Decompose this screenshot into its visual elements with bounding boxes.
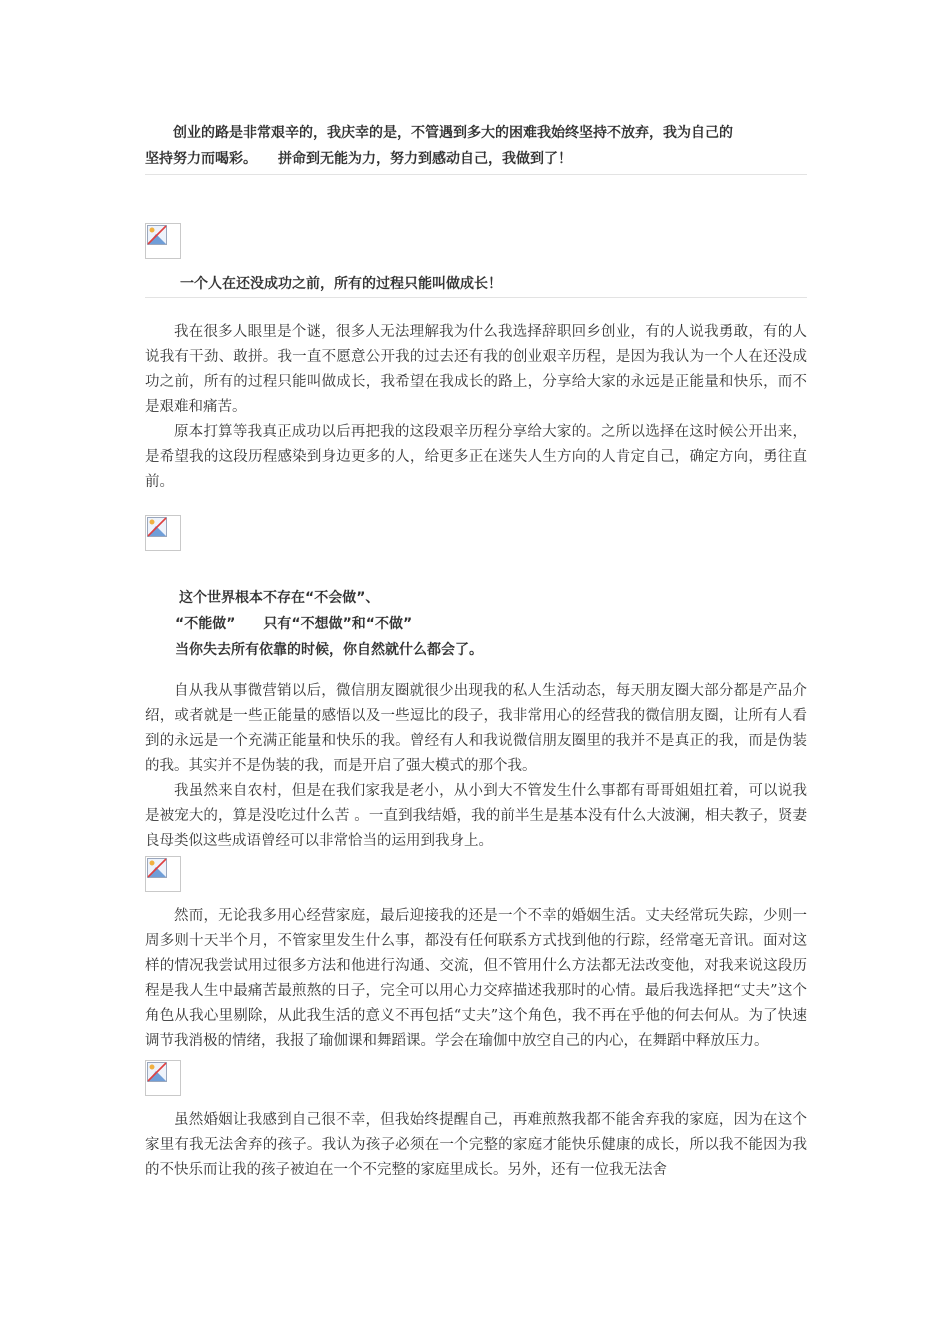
quote-line-2: “不能做” 只有“不想做”和“不做”: [175, 616, 413, 632]
intro-line-2: 坚持努力而喝彩。 拼命到无能为力，努力到感动自己，我做到了！: [145, 151, 572, 167]
intro-block: [145, 120, 807, 175]
section-1-paragraph-1: 我在很多人眼里是个谜，很多人无法理解我为什么我选择辞职回乡创业，有的人说我勇敢，有的人说我有干劲、敢拼。我一直不愿意公开我的过去还有我的创业艰辛历程，是因为我认为一个人在还没成功之前，所有的过程只能叫做成长，我希望在我成长的路上，分享给大家的永远是正能量和快乐，而不是艰难和痛苦。: [145, 324, 807, 415]
quote-block: [145, 585, 807, 663]
section-1-paragraph-2: 原本打算等我真正成功以后再把我的这段艰辛历程分享给大家的。之所以选择在这时候公开出来，是希望我的这段历程感染到身边更多的人，给更多正在迷失人生方向的人肯定自己，确定方向，勇往直前。: [145, 424, 807, 490]
broken-image-icon: [145, 515, 181, 551]
broken-image-icon: [145, 1060, 181, 1096]
section-3-paragraph-1: 然而，无论我多用心经营家庭，最后迎接我的还是一个不幸的婚姻生活。丈夫经常玩失踪，少则一周多则十天半个月，不管家里发生什么事，都没有任何联系方式找到他的行踪，经常毫无音讯。面对这样的情况我尝试用过很多方法和他进行沟通、交流，但不管用什么方法都无法改变他，对我来说这段历程是我人生中最痛苦最煎熬的日子，完全可以用心力交瘁描述我那时的心情。最后我选择把“丈夫”这个角色从我心里剔除，从此我生活的意义不再包括“丈夫”这个角色，我不再在乎他的何去何从。为了快速调节我消极的情绪，我报了瑜伽课和舞蹈课。学会在瑜伽中放空自己的内心，在舞蹈中释放压力。: [145, 908, 807, 1049]
quote-line-1: 这个世界根本不存在“不会做”、: [179, 590, 380, 606]
quote-line-3: 当你失去所有依靠的时候，你自然就什么都会了。: [175, 642, 483, 658]
document-page: [145, 120, 807, 1183]
heading-growth-text: 一个人在还没成功之前，所有的过程只能叫做成长！: [180, 276, 502, 292]
section-2: [145, 679, 807, 854]
section-1: [145, 320, 807, 495]
broken-image-icon: [145, 856, 181, 892]
section-4-paragraph-1: 虽然婚姻让我感到自己很不幸，但我始终提醒自己，再难煎熬我都不能舍弃我的家庭，因为在这个家里有我无法舍弃的孩子。我认为孩子必须在一个完整的家庭才能快乐健康的成长，所以我不能因为我的不快乐而让我的孩子被迫在一个不完整的家庭里成长。另外，还有一位我无法舍: [145, 1112, 807, 1178]
broken-image-icon: [145, 223, 181, 259]
heading-growth: [145, 271, 807, 298]
section-2-paragraph-2: 我虽然来自农村，但是在我们家我是老小，从小到大不管发生什么事都有哥哥姐姐扛着，可以说我是被宠大的，算是没吃过什么苦 。一直到我结婚，我的前半生是基本没有什么大波澜，相夫教子，贤妻良母类似这些成语曾经可以非常恰当的运用到我身上。: [145, 783, 807, 849]
section-3: [145, 904, 807, 1054]
intro-line-1: 创业的路是非常艰辛的，我庆幸的是，不管遇到多大的困难我始终坚持不放弃，我为自己的: [173, 125, 733, 141]
section-4: [145, 1108, 807, 1183]
section-2-paragraph-1: 自从我从事微营销以后，微信朋友圈就很少出现我的私人生活动态，每天朋友圈大部分都是产品介绍，或者就是一些正能量的感悟以及一些逗比的段子，我非常用心的经营我的微信朋友圈，让所有人看到的永远是一个充满正能量和快乐的我。曾经有人和我说微信朋友圈里的我并不是真正的我，而是伪装的我。其实并不是伪装的我，而是开启了强大模式的那个我。: [145, 683, 807, 774]
